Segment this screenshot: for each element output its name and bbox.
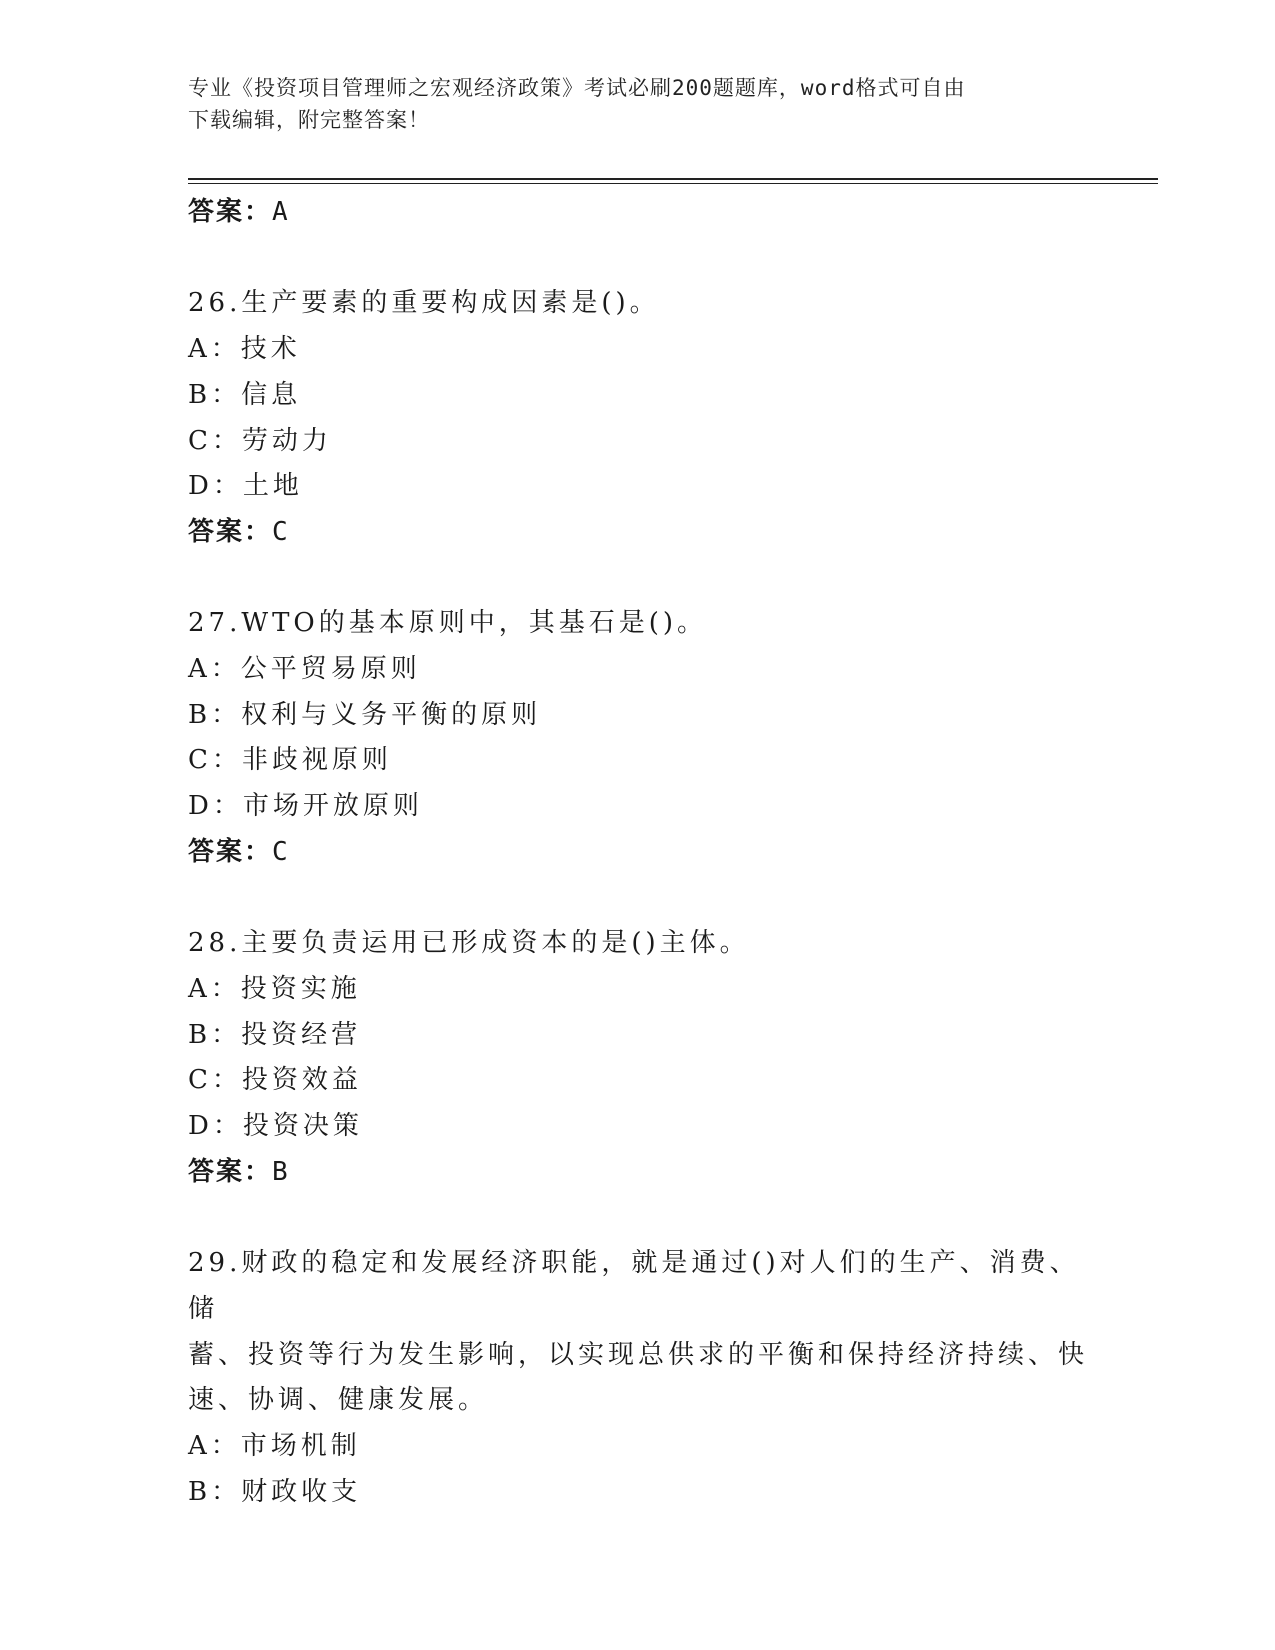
answer-line (188, 190, 1088, 236)
option-a: A：技术 (188, 334, 301, 365)
option-c: C：非歧视原则 (188, 745, 392, 776)
answer-value: B (272, 1156, 290, 1187)
answer-value: C (272, 836, 290, 867)
header-line-1: 专业《投资项目管理师之宏观经济政策》考试必刷200题题库，word格式可自由 (188, 76, 966, 100)
option-c: C：投资效益 (188, 1065, 362, 1096)
answer-label: 答案： (188, 197, 273, 227)
document-header (188, 72, 1088, 136)
option-d: D：土地 (188, 471, 303, 502)
header-line-2: 下载编辑，附完整答案！ (188, 108, 430, 132)
option-b: B：信息 (188, 379, 302, 410)
option-a: A：投资实施 (188, 973, 361, 1004)
option-d: D：投资决策 (188, 1111, 363, 1142)
option-b: B：财政收支 (188, 1476, 362, 1507)
question-stem: 26.生产要素的重要构成因素是()。 (188, 288, 660, 319)
spacer (188, 1195, 1088, 1241)
spacer (188, 876, 1088, 922)
spacer (188, 236, 1088, 282)
question-stem-line: 29.财政的稳定和发展经济职能，就是通过()对人们的生产、消费、储 (188, 1248, 1080, 1324)
option-b: B：投资经营 (188, 1019, 362, 1050)
spacer (188, 556, 1088, 602)
question-item (188, 281, 1088, 555)
answer-value: C (272, 516, 290, 547)
answer-line (188, 510, 1088, 556)
option-b: B：权利与义务平衡的原则 (188, 699, 542, 730)
question-stem: 27.WTO的基本原则中，其基石是()。 (188, 608, 708, 639)
question-item (188, 921, 1088, 1195)
option-c: C：劳动力 (188, 425, 332, 456)
question-stem: 28.主要负责运用已形成资本的是()主体。 (188, 928, 750, 959)
header-divider-thin (188, 183, 1158, 184)
answer-line (188, 1150, 1088, 1196)
question-item (188, 601, 1088, 875)
question-stem-line: 速、协调、健康发展。 (188, 1385, 489, 1416)
option-a: A：公平贸易原则 (188, 654, 421, 684)
option-d: D：市场开放原则 (188, 791, 423, 822)
question-item (188, 1241, 1088, 1515)
question-stem-line: 蓄、投资等行为发生影响，以实现总供求的平衡和保持经济持续、快 (188, 1339, 1089, 1370)
answer-line (188, 830, 1088, 876)
header-divider-thick (188, 178, 1158, 180)
answer-label: 答案： (188, 1156, 273, 1187)
answer-value: A (272, 197, 290, 227)
option-a: A：市场机制 (188, 1430, 361, 1461)
answer-label: 答案： (188, 516, 273, 547)
answer-label: 答案： (188, 836, 273, 867)
question-list (188, 190, 1088, 1515)
